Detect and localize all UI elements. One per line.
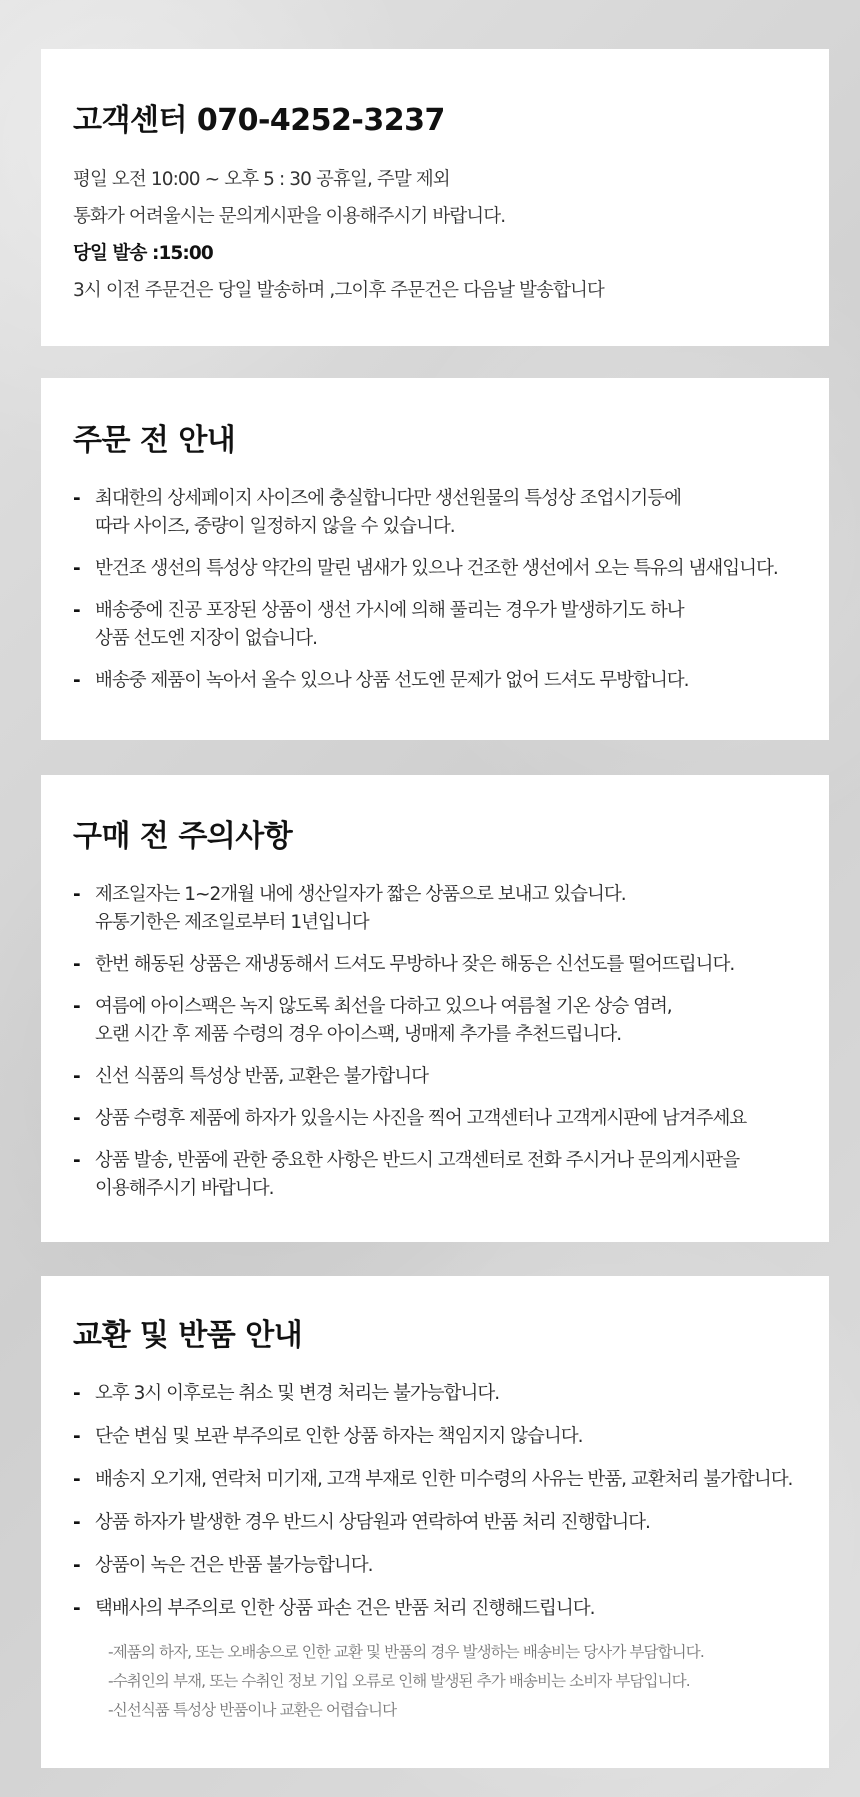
list-item-text: 배송중에 진공 포장된 상품이 생선 가시에 의해 풀리는 경우가 발생하기도 하나 — [95, 600, 684, 621]
bullet-dash: - — [73, 1512, 80, 1533]
bullet-dash: - — [73, 1066, 80, 1087]
list-item-text: 상품이 녹은 건은 반품 불가능합니다. — [95, 1555, 373, 1576]
bullet-dash: - — [73, 1426, 80, 1447]
list-item — [73, 1380, 809, 1408]
list-item — [73, 1423, 809, 1451]
list-item-text: 제조일자는 1~2개월 내에 생산일자가 짧은 상품으로 보내고 있습니다. — [95, 884, 626, 905]
list-item-text: 택배사의 부주의로 인한 상품 파손 건은 반품 처리 진행해드립니다. — [95, 1598, 595, 1619]
sub-note: -제품의 하자, 또는 오배송으로 인한 교환 및 반품의 경우 발생하는 배송비는 당사가 부담합니다. — [108, 1643, 704, 1661]
sub-note: -신선식품 특성상 반품이나 교환은 어렵습니다 — [108, 1701, 397, 1719]
list-item — [73, 597, 809, 653]
list-item — [73, 485, 809, 541]
list-item-text: 상품 하자가 발생한 경우 반드시 상담원과 연락하여 반품 처리 진행합니다. — [95, 1512, 650, 1533]
list-item-text: 단순 변심 및 보관 부주의로 인한 상품 하자는 책임지지 않습니다. — [95, 1426, 583, 1447]
customer-center-card — [41, 49, 829, 346]
bullet-dash: - — [73, 1469, 80, 1490]
bullet-dash: - — [73, 488, 80, 509]
list-item-text: 상품 발송, 반품에 관한 중요한 사항은 반드시 고객센터로 전화 주시거나 문의게시판을 — [95, 1150, 740, 1171]
list-item — [73, 881, 809, 937]
bullet-dash: - — [73, 670, 80, 691]
list-item — [73, 1466, 809, 1494]
list-item-text: 따라 사이즈, 중량이 일정하지 않을 수 있습니다. — [95, 516, 455, 537]
business-hours: 평일 오전 10:00 ~ 오후 5 : 30 공휴일, 주말 제외 — [73, 169, 450, 190]
bullet-dash: - — [73, 1108, 80, 1129]
before-purchase-title: 구매 전 주의사항 — [73, 819, 293, 854]
bullet-dash: - — [73, 884, 80, 905]
list-item-text: 반건조 생선의 특성상 약간의 말린 냄새가 있으나 건조한 생선에서 오는 특유의 냄새입니다. — [95, 558, 778, 579]
list-item-text: 상품 수령후 제품에 하자가 있을시는 사진을 찍어 고객센터나 고객게시판에 남겨주세요 — [95, 1108, 747, 1129]
before-order-card — [41, 378, 829, 740]
list-item-text: 최대한의 상세페이지 사이즈에 충실합니다만 생선원물의 특성상 조업시기등에 — [95, 488, 682, 509]
busy-note: 통화가 어려울시는 문의게시판을 이용해주시기 바랍니다. — [73, 206, 506, 227]
list-item — [73, 951, 809, 979]
list-item-text: 한번 해동된 상품은 재냉동해서 드셔도 무방하나 잦은 해동은 신선도를 떨어뜨립니다. — [95, 954, 735, 975]
list-item-text: 상품 선도엔 지장이 없습니다. — [95, 628, 317, 649]
bullet-dash: - — [73, 954, 80, 975]
exchange-return-title: 교환 및 반품 안내 — [73, 1318, 303, 1353]
bullet-dash: - — [73, 996, 80, 1017]
list-item — [73, 555, 809, 583]
list-item — [73, 993, 809, 1049]
list-item — [73, 1147, 809, 1203]
sub-note: -수취인의 부재, 또는 수취인 정보 기입 오류로 인해 발생된 추가 배송비는 소비자 부담입니다. — [108, 1672, 690, 1690]
before-order-title: 주문 전 안내 — [73, 423, 236, 458]
list-item-text: 오후 3시 이후로는 취소 및 변경 처리는 불가능합니다. — [95, 1383, 500, 1404]
list-item-text: 유통기한은 제조일로부터 1년입니다 — [95, 912, 369, 933]
list-item-text: 신선 식품의 특성상 반품, 교환은 불가합니다 — [95, 1066, 428, 1087]
list-item — [73, 1105, 809, 1133]
list-item-text: 이용해주시기 바랍니다. — [95, 1178, 274, 1199]
exchange-return-list — [73, 1380, 809, 1623]
bullet-dash: - — [73, 1555, 80, 1576]
before-purchase-card — [41, 775, 829, 1242]
list-item-text: 배송지 오기재, 연락처 미기재, 고객 부재로 인한 미수령의 사유는 반품, 교환처리 불가합니다. — [95, 1469, 793, 1490]
exchange-return-sub-notes — [73, 1638, 809, 1725]
customer-center-info — [73, 161, 809, 309]
before-purchase-list — [73, 881, 809, 1203]
before-order-list — [73, 485, 809, 695]
customer-center-title: 고객센터 070-4252-3237 — [73, 103, 445, 138]
bullet-dash: - — [73, 600, 80, 621]
list-item — [73, 1552, 809, 1580]
exchange-return-card — [41, 1276, 829, 1768]
list-item — [73, 667, 809, 695]
same-day-shipping-note: 3시 이전 주문건은 당일 발송하며 ,그이후 주문건은 다음날 발송합니다 — [73, 280, 604, 301]
bullet-dash: - — [73, 1598, 80, 1619]
bullet-dash: - — [73, 558, 80, 579]
bullet-dash: - — [73, 1383, 80, 1404]
list-item — [73, 1063, 809, 1091]
list-item-text: 오랜 시간 후 제품 수령의 경우 아이스팩, 냉매제 추가를 추천드립니다. — [95, 1024, 622, 1045]
list-item-text: 배송중 제품이 녹아서 올수 있으나 상품 선도엔 문제가 없어 드셔도 무방합니다. — [95, 670, 689, 691]
list-item-text: 여름에 아이스팩은 녹지 않도록 최선을 다하고 있으나 여름철 기온 상승 염려, — [95, 996, 672, 1017]
list-item — [73, 1509, 809, 1537]
bullet-dash: - — [73, 1150, 80, 1171]
same-day-shipping-label: 당일 발송 :15:00 — [73, 243, 213, 264]
list-item — [73, 1595, 809, 1623]
